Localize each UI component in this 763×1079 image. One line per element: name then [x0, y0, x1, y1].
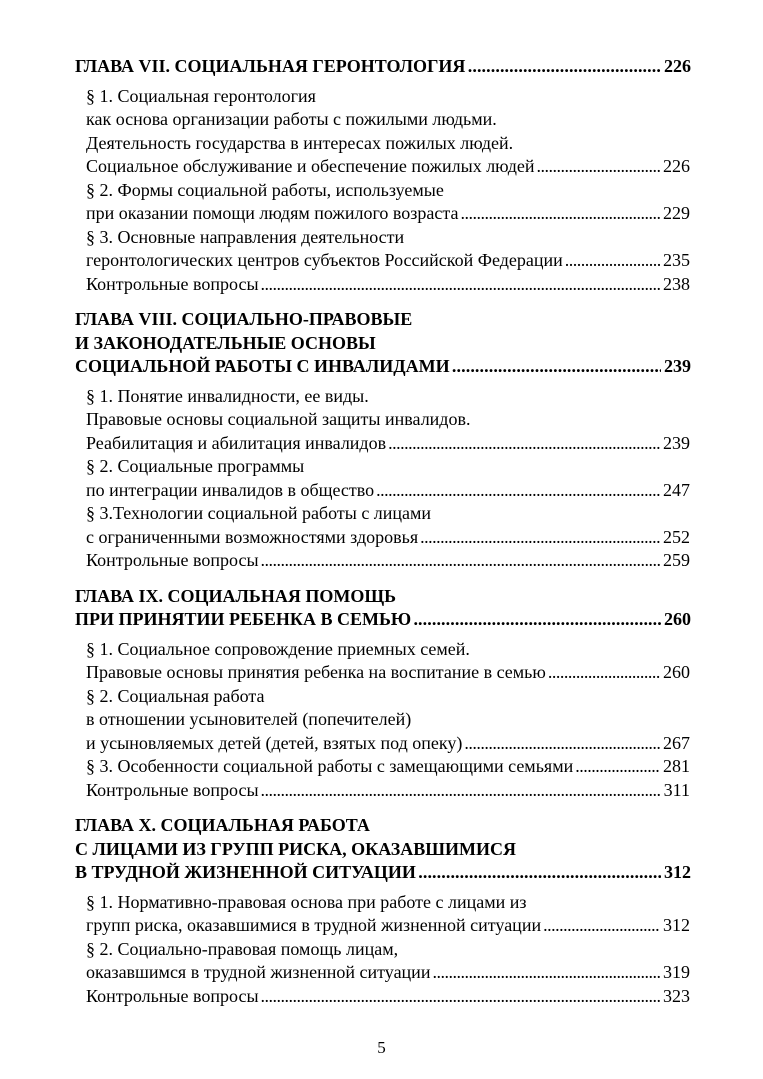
chapter-title-line: ПРИ ПРИНЯТИИ РЕБЕНКА В СЕМЬЮ [75, 609, 412, 629]
chapter-heading [75, 308, 691, 379]
entry-title-row [86, 755, 690, 779]
entry-title-row [86, 549, 690, 573]
entry-title-line: Контрольные вопросы [86, 985, 259, 1006]
entry-title-line: оказавшимся в трудной жизненной ситуации [86, 962, 431, 982]
page-number: 5 [377, 1038, 386, 1057]
entry-page-number: 323 [663, 985, 690, 1006]
entry-title-row [86, 155, 690, 179]
chapter-page-number: 226 [664, 56, 691, 76]
entry-title-line: геронтологических центров субъектов Российской Федерации [86, 250, 563, 270]
entry-title-line: Контрольные вопросы [86, 550, 259, 570]
entry-title-line: и усыновляемых детей (детей, взятых под опеку) [86, 732, 463, 753]
dot-leader [86, 914, 660, 938]
table-of-contents [0, 55, 763, 1008]
entry-title-row [86, 779, 690, 803]
entry-page-number: 238 [663, 273, 690, 294]
entry-title-line: § 1. Нормативно-правовая основа при работе с лицами из [86, 891, 527, 912]
entry-title-line: § 1. Социальная геронтология [86, 85, 316, 106]
entry-page-number: 260 [663, 662, 690, 682]
dot-leader [86, 273, 660, 297]
entry-page-number: 247 [663, 479, 690, 500]
toc-entry [86, 385, 690, 456]
entry-title-line: § 1. Понятие инвалидности, ее виды. [86, 385, 369, 406]
chapter-heading [75, 55, 691, 79]
entry-title-row [86, 432, 690, 456]
chapter-title-line: ГЛАВА VIII. СОЦИАЛЬНО-ПРАВОВЫЕ [75, 309, 413, 329]
chapter-title-row [75, 55, 691, 79]
chapter-page-number: 312 [664, 862, 691, 882]
entry-title-line: Контрольные вопросы [86, 779, 259, 800]
entry-title-row [86, 202, 690, 226]
dot-leader [86, 249, 660, 273]
toc-entry [86, 85, 690, 179]
toc-entry [86, 179, 690, 226]
dot-leader [75, 608, 661, 632]
entry-title-row [86, 479, 690, 503]
entry-title-line: § 3. Особенности социальной работы с замещающими семьями [86, 756, 574, 776]
dot-leader [86, 779, 661, 803]
entry-title-line: с ограниченными возможностями здоровья [86, 526, 419, 547]
entry-title-row [86, 526, 690, 550]
chapter-title-line: ГЛАВА X. СОЦИАЛЬНАЯ РАБОТА [75, 815, 370, 835]
toc-entry [86, 502, 690, 549]
toc-entry [86, 638, 690, 685]
entry-title-line: в отношении усыновителей (попечителей) [86, 709, 412, 729]
entry-page-number: 252 [663, 526, 690, 547]
entry-title-line: Правовые основы социальной защиты инвалидов. [86, 409, 471, 429]
entry-page-number: 226 [663, 156, 690, 176]
chapter-title-row [75, 355, 691, 379]
entry-title-row [86, 661, 690, 685]
entry-title-row [86, 914, 690, 938]
entry-title-line: § 1. Социальное сопровождение приемных семей. [86, 638, 470, 659]
dot-leader [86, 985, 660, 1009]
toc-entry [86, 226, 690, 273]
toc-entry [86, 685, 690, 756]
toc-entry [86, 549, 690, 573]
entry-title-row [86, 985, 690, 1009]
entry-page-number: 267 [663, 732, 690, 753]
chapter-title-line: С ЛИЦАМИ ИЗ ГРУПП РИСКА, ОКАЗАВШИМИСЯ [75, 838, 517, 859]
entry-title-row [86, 961, 690, 985]
toc-entry [86, 273, 690, 297]
entry-title-line: § 2. Формы социальной работы, используемые [86, 179, 444, 200]
entry-page-number: 259 [663, 550, 690, 570]
entry-title-line: § 2. Социально-правовая помощь лицам, [86, 938, 399, 959]
chapter-title-line: СОЦИАЛЬНОЙ РАБОТЫ С ИНВАЛИДАМИ [75, 356, 450, 376]
entry-page-number: 229 [663, 203, 690, 223]
chapter-title-line: И ЗАКОНОДАТЕЛЬНЫЕ ОСНОВЫ [75, 332, 376, 353]
entry-title-line: Правовые основы принятия ребенка на воспитание в семью [86, 662, 546, 682]
entry-title-line: как основа организации работы с пожилыми людьми. [86, 109, 497, 129]
toc-entry [86, 455, 690, 502]
chapter-heading [75, 585, 691, 632]
dot-leader [86, 661, 660, 685]
dot-leader [86, 755, 660, 779]
entry-page-number: 312 [663, 915, 690, 935]
entry-title-line: Контрольные вопросы [86, 273, 259, 294]
dot-leader [86, 961, 660, 985]
entry-title-row [86, 273, 690, 297]
entry-title-row [86, 249, 690, 273]
chapter-title-row [75, 861, 691, 885]
toc-entry [86, 779, 690, 803]
chapter-page-number: 260 [664, 609, 691, 629]
toc-entry [86, 891, 690, 938]
chapter-heading [75, 814, 691, 885]
entry-title-line: групп риска, оказавшимися в трудной жизненной ситуации [86, 915, 542, 935]
chapter-page-number: 239 [664, 356, 691, 376]
entry-title-line: при оказании помощи людям пожилого возраста [86, 203, 459, 223]
toc-entry [86, 755, 690, 779]
entry-title-line: § 3.Технологии социальной работы с лицами [86, 503, 432, 523]
entry-page-number: 319 [663, 962, 690, 982]
entry-title-line: Социальное обслуживание и обеспечение пожилых людей [86, 156, 535, 176]
dot-leader [86, 526, 660, 550]
entry-title-line: по интеграции инвалидов в общество [86, 479, 375, 500]
entry-title-line: § 3. Основные направления деятельности [86, 226, 405, 247]
entry-title-line: § 2. Социальная работа [86, 685, 265, 706]
dot-leader [86, 202, 660, 226]
entry-page-number: 281 [663, 756, 690, 776]
entry-title-line: Деятельность государства в интересах пожилых людей. [86, 132, 514, 153]
dot-leader [75, 355, 661, 379]
chapter-title-line: ГЛАВА VII. СОЦИАЛЬНАЯ ГЕРОНТОЛОГИЯ [75, 56, 466, 76]
entry-page-number: 239 [663, 432, 690, 453]
chapter-title-line: ГЛАВА IX. СОЦИАЛЬНАЯ ПОМОЩЬ [75, 585, 396, 606]
dot-leader [86, 732, 660, 756]
entry-title-line: Реабилитация и абилитация инвалидов [86, 432, 387, 453]
dot-leader [86, 549, 660, 573]
toc-entry [86, 938, 690, 985]
dot-leader [86, 432, 660, 456]
dot-leader [86, 155, 660, 179]
entry-title-row [86, 732, 690, 756]
entry-page-number: 311 [663, 779, 690, 800]
dot-leader [75, 861, 661, 885]
toc-entry [86, 985, 690, 1009]
entry-page-number: 235 [663, 250, 690, 270]
dot-leader [75, 55, 661, 79]
entry-title-line: § 2. Социальные программы [86, 456, 305, 476]
chapter-title-row [75, 608, 691, 632]
dot-leader [86, 479, 660, 503]
chapter-title-line: В ТРУДНОЙ ЖИЗНЕННОЙ СИТУАЦИИ [75, 862, 416, 882]
